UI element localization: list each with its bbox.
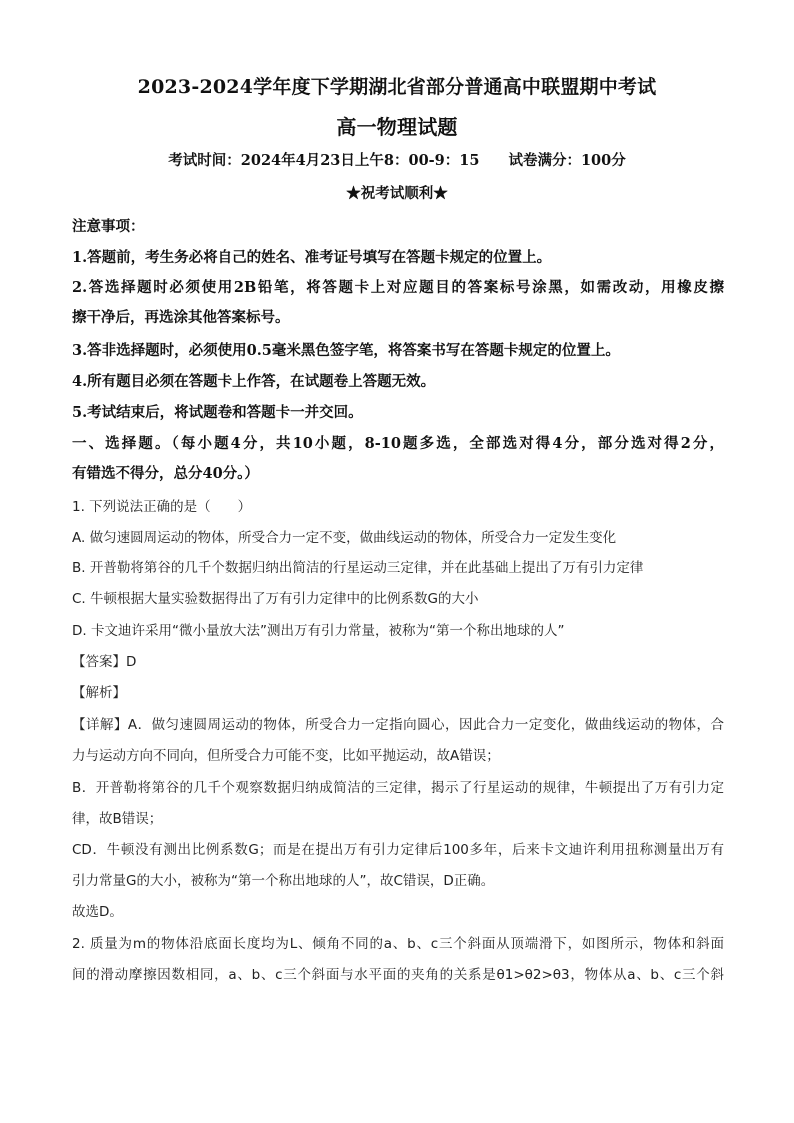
q1-option-d: D. 卡文迪许采用“微小量放大法”测出万有引力常量，被称为“第一个称出地球的人” bbox=[72, 623, 565, 639]
q1-detail-line: 力与运动方向不同向，但所受合力可能不变，比如平抛运动，故A错误； bbox=[72, 748, 500, 764]
q1-detail-line: 律，故B错误； bbox=[72, 811, 163, 827]
section-heading-cont: 有错选不得分，总分40分。） bbox=[72, 465, 259, 482]
q1-detail-line: 引力常量G的大小，被称为“第一个称出地球的人”，故C错误，D正确。 bbox=[72, 873, 495, 889]
note-item-2: 2.答选择题时必须使用2B铅笔，将答题卡上对应题目的答案标号涂黑，如需改动，用橡皮擦 bbox=[72, 279, 724, 296]
note-item-5: 5.考试结束后，将试题卷和答题卡一并交回。 bbox=[72, 404, 363, 421]
notes-heading: 注意事项： bbox=[72, 218, 145, 235]
q1-stem: 1. 下列说法正确的是（ ） bbox=[72, 499, 252, 515]
q2-stem-line-2: 间的滑动摩擦因数相同，a、b、c三个斜面与水平面的夹角的关系是θ1>θ2>θ3，物体从a、b、c三个斜 bbox=[72, 967, 724, 983]
exam-time-line: 考试时间：2024年4月23日上午8：00-9：15 试卷满分：100分 bbox=[168, 152, 626, 169]
note-item-4: 4.所有题目必须在答题卡上作答，在试题卷上答题无效。 bbox=[72, 373, 436, 390]
q1-conclusion: 故选D。 bbox=[72, 904, 123, 920]
q1-answer-label: 【答案】D bbox=[72, 654, 137, 670]
note-item-1: 1.答题前，考生务必将自己的姓名、准考证号填写在答题卡规定的位置上。 bbox=[72, 249, 552, 266]
q1-detail-line: CD．牛顿没有测出比例系数G；而是在提出万有引力定律后100多年，后来卡文迪许利用扭称测量出万有 bbox=[72, 842, 724, 858]
exam-subtitle: 高一物理试题 bbox=[336, 115, 458, 139]
note-item-3: 3.答非选择题时，必须使用0.5毫米黑色签字笔，将答案书写在答题卡规定的位置上。 bbox=[72, 342, 620, 359]
q1-analysis-label: 【解析】 bbox=[72, 685, 126, 701]
q1-detail-line: B．开普勒将第谷的几千个观察数据归纳成简洁的三定律，揭示了行星运动的规律，牛顿提出了万有引力定 bbox=[72, 780, 724, 796]
note-item-2-cont: 擦干净后，再选涂其他答案标号。 bbox=[72, 309, 290, 326]
q1-option-b: B. 开普勒将第谷的几千个数据归纳出简洁的行星运动三定律，并在此基础上提出了万有引力定律 bbox=[72, 560, 644, 576]
q2-stem-line-1: 2. 质量为m的物体沿底面长度均为L、倾角不同的a、b、c三个斜面从顶端滑下，如图所示，物体和斜面 bbox=[72, 936, 724, 952]
q1-option-a: A. 做匀速圆周运动的物体，所受合力一定不变，做曲线运动的物体，所受合力一定发生变化 bbox=[72, 530, 617, 546]
section-heading: 一、选择题。（每小题4分，共10小题，8-10题多选，全部选对得4分，部分选对得2分， bbox=[72, 435, 724, 452]
exam-motto: ★祝考试顺利★ bbox=[346, 185, 448, 202]
q1-detail-line: 【详解】A．做匀速圆周运动的物体，所受合力一定指向圆心，因此合力一定变化，做曲线运动的物体，合 bbox=[72, 717, 724, 733]
q1-option-c: C. 牛顿根据大量实验数据得出了万有引力定律中的比例系数G的大小 bbox=[72, 591, 479, 607]
exam-title: 2023-2024学年度下学期湖北省部分普通高中联盟期中考试 bbox=[137, 76, 657, 98]
